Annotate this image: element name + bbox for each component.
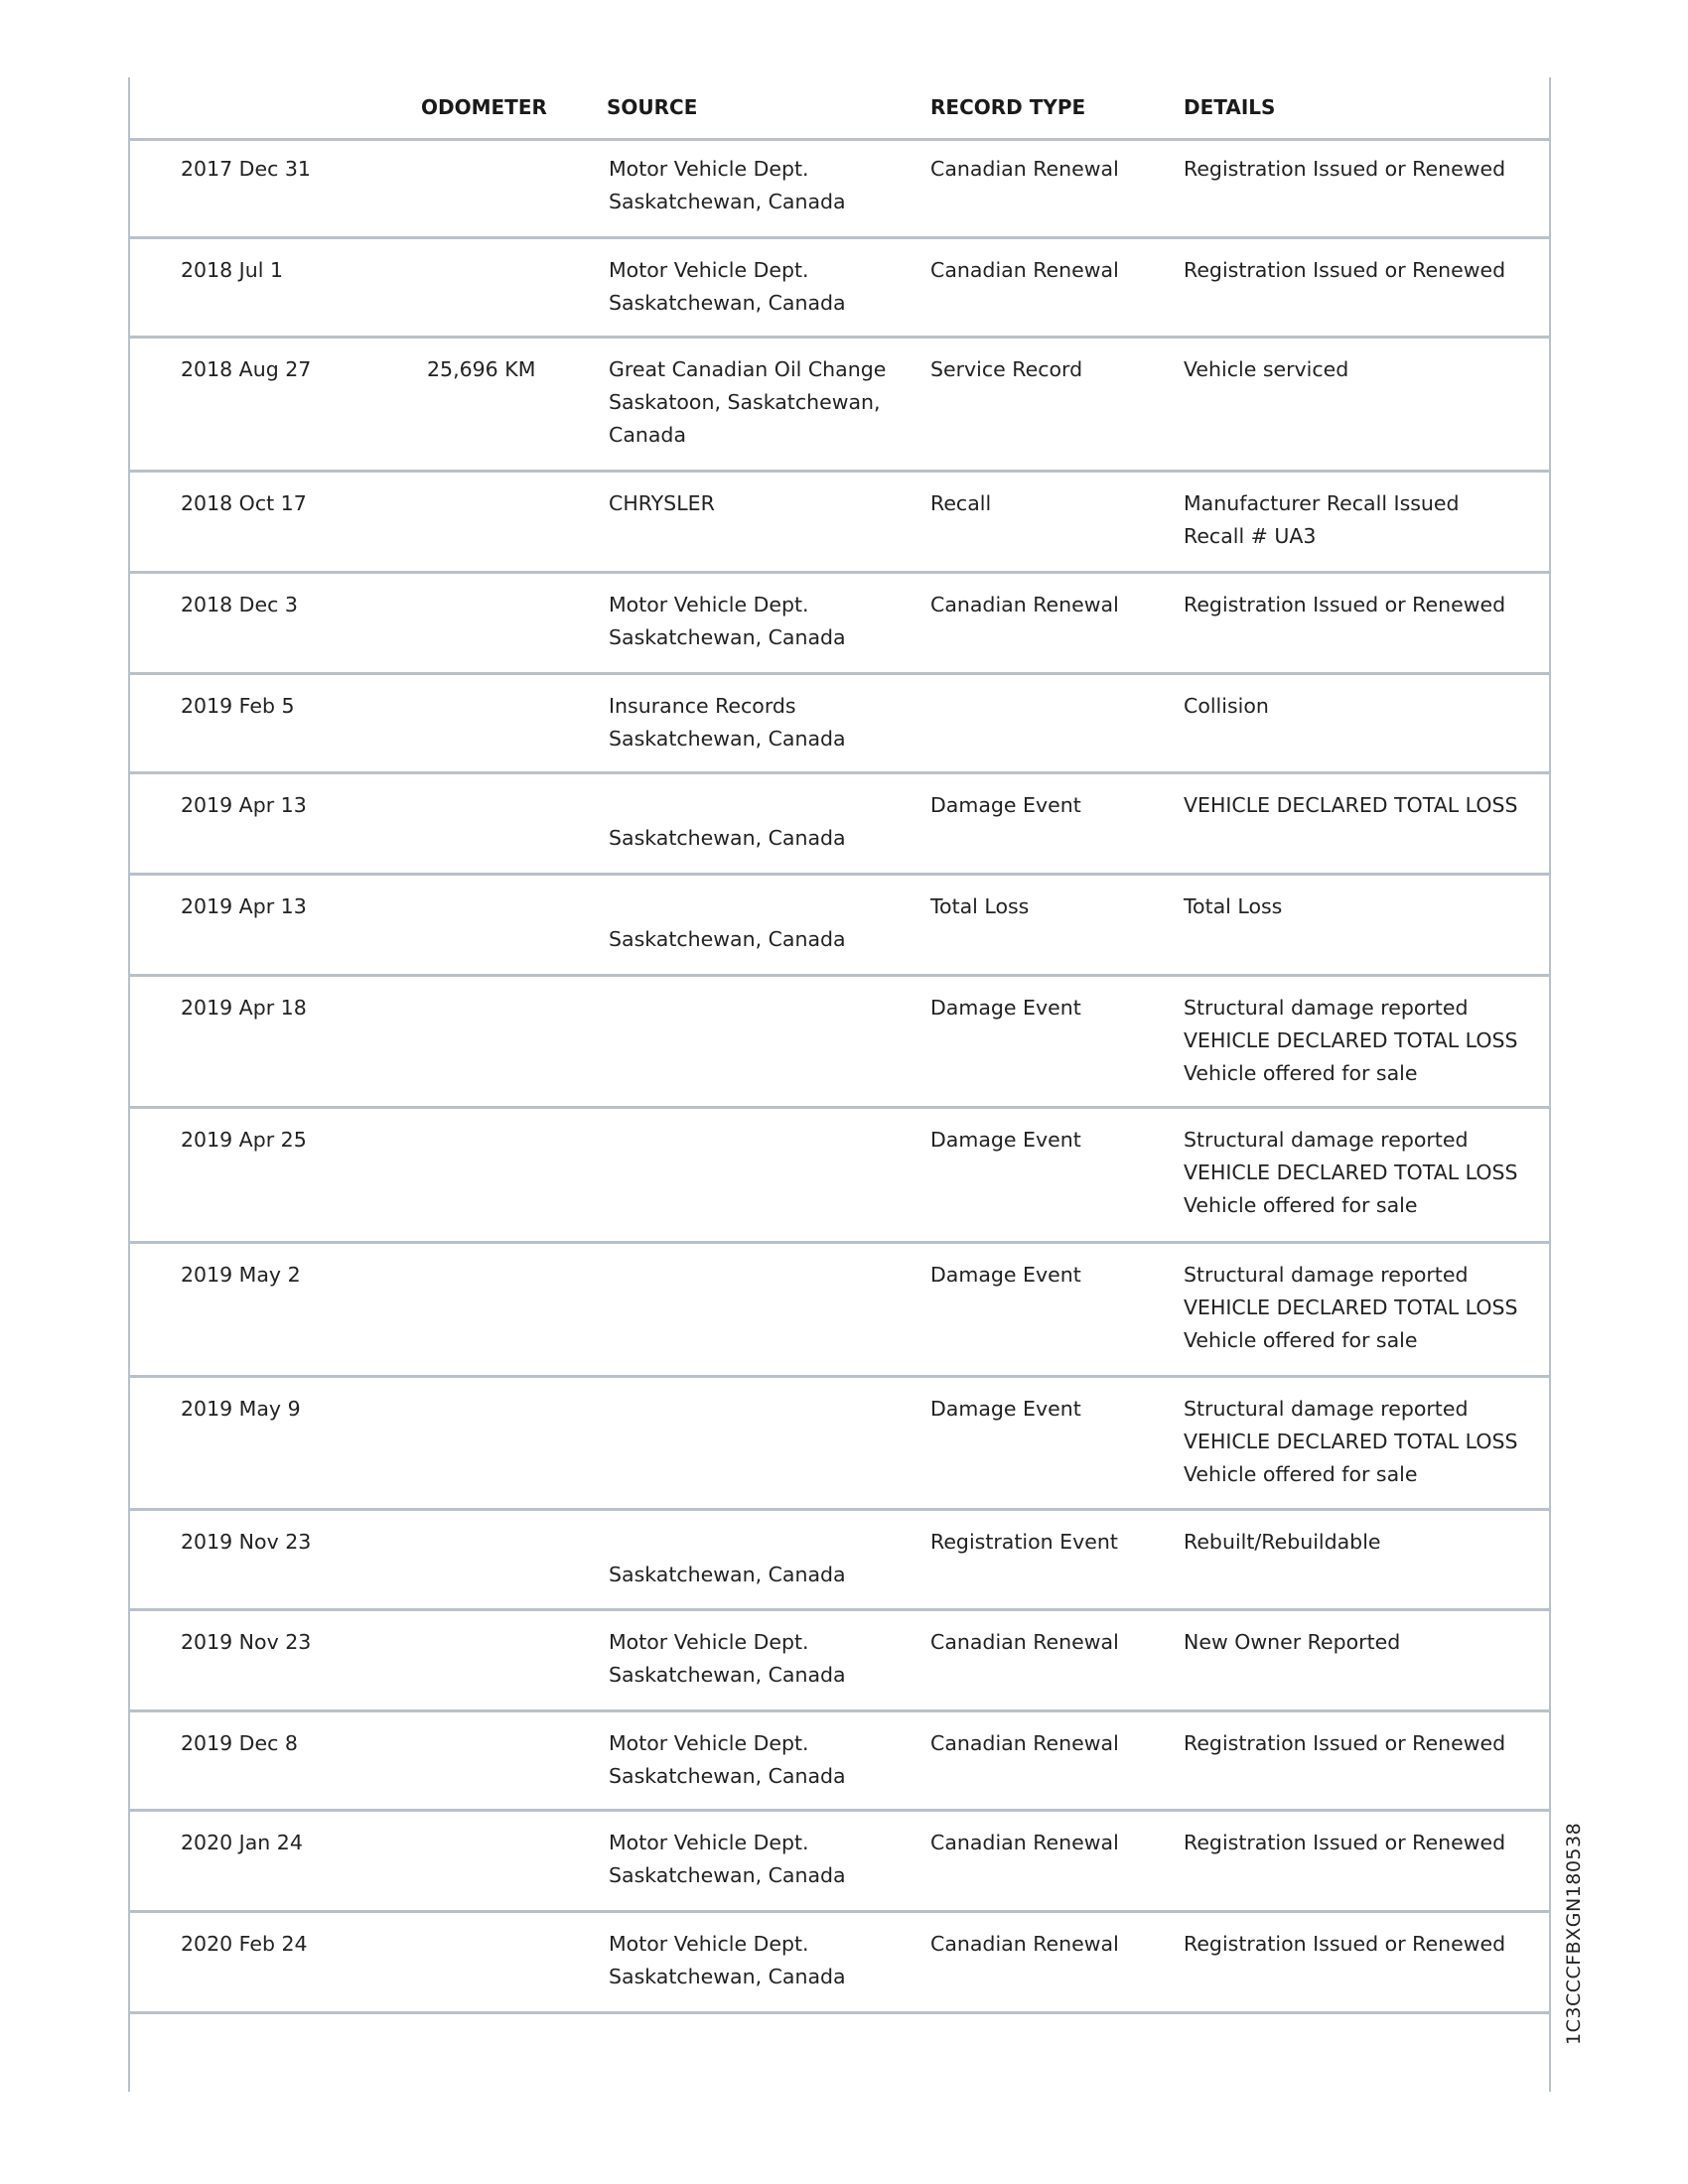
row-record-type: Recall	[930, 491, 992, 515]
source-line	[609, 789, 846, 822]
row-date: 2019 May 2	[181, 1263, 301, 1287]
source-line: Motor Vehicle Dept.	[609, 157, 809, 181]
source-line: Saskatchewan, Canada	[609, 190, 846, 213]
details-line: Recall # UA3	[1184, 524, 1317, 548]
table-row	[130, 1244, 1549, 1378]
row-date: 2020 Jan 24	[181, 1831, 303, 1854]
source-line: Canada	[609, 423, 687, 447]
row-details	[1184, 1124, 1518, 1222]
details-line: Vehicle offered for sale	[1184, 1061, 1418, 1085]
details-line: Rebuilt/Rebuildable	[1184, 1530, 1381, 1554]
row-date: 2018 Aug 27	[181, 357, 312, 381]
details-line: Vehicle offered for sale	[1184, 1193, 1418, 1217]
source-line: Saskatchewan, Canada	[609, 1863, 846, 1887]
row-record-type: Registration Event	[930, 1530, 1118, 1554]
source-line: Saskatchewan, Canada	[609, 727, 846, 751]
table-row	[130, 1511, 1549, 1611]
row-details	[1184, 789, 1518, 822]
details-line: VEHICLE DECLARED TOTAL LOSS	[1184, 1028, 1518, 1052]
row-record-type: Damage Event	[930, 1128, 1081, 1152]
row-record-type: Canadian Renewal	[930, 1932, 1119, 1956]
row-date: 2017 Dec 31	[181, 157, 311, 181]
row-details	[1184, 153, 1505, 186]
row-details	[1184, 1727, 1505, 1760]
table-row	[130, 1913, 1549, 2014]
details-line: Total Loss	[1184, 894, 1283, 918]
source-line: Motor Vehicle Dept.	[609, 1630, 809, 1654]
source-line: Saskatchewan, Canada	[609, 625, 846, 649]
row-record-type: Canadian Renewal	[930, 1731, 1119, 1755]
source-line: CHRYSLER	[609, 491, 715, 515]
row-date: 2019 Apr 13	[181, 793, 307, 817]
source-line: Saskatoon, Saskatchewan,	[609, 390, 881, 414]
row-date: 2018 Jul 1	[181, 258, 283, 282]
row-date: 2020 Feb 24	[181, 1932, 308, 1956]
row-odometer: 25,696 KM	[427, 357, 536, 381]
source-line	[609, 1526, 846, 1559]
row-source	[609, 589, 846, 654]
row-source	[609, 1727, 846, 1793]
source-line: Motor Vehicle Dept.	[609, 258, 809, 282]
header-record-type: RECORD TYPE	[930, 95, 1086, 119]
row-date: 2018 Oct 17	[181, 491, 307, 515]
row-details	[1184, 487, 1460, 553]
table-row	[130, 239, 1549, 339]
source-line: Motor Vehicle Dept.	[609, 1932, 809, 1956]
row-date: 2019 Feb 5	[181, 694, 295, 718]
row-source	[609, 1928, 846, 1993]
row-record-type: Damage Event	[930, 793, 1081, 817]
row-details	[1184, 992, 1518, 1090]
source-line: Saskatchewan, Canada	[609, 1563, 846, 1586]
row-source	[609, 153, 846, 218]
details-line: Vehicle serviced	[1184, 357, 1349, 381]
table-row	[130, 977, 1549, 1109]
details-line: VEHICLE DECLARED TOTAL LOSS	[1184, 1296, 1518, 1319]
row-record-type: Service Record	[930, 357, 1083, 381]
details-line: Manufacturer Recall Issued	[1184, 491, 1460, 515]
row-date: 2019 Dec 8	[181, 1731, 298, 1755]
source-line: Saskatchewan, Canada	[609, 1663, 846, 1687]
row-details	[1184, 254, 1505, 287]
row-source	[609, 487, 715, 520]
table-row	[130, 1712, 1549, 1812]
row-source	[609, 1626, 846, 1692]
source-line: Saskatchewan, Canada	[609, 826, 846, 850]
details-line: Registration Issued or Renewed	[1184, 593, 1506, 616]
row-record-type: Canadian Renewal	[930, 157, 1119, 181]
row-date: 2019 May 9	[181, 1397, 301, 1421]
row-details	[1184, 589, 1505, 621]
source-line: Saskatchewan, Canada	[609, 1764, 846, 1788]
row-record-type: Total Loss	[930, 894, 1030, 918]
row-date: 2018 Dec 3	[181, 593, 298, 616]
details-line: Structural damage reported	[1184, 1128, 1469, 1152]
row-record-type: Damage Event	[930, 996, 1081, 1020]
source-line: Saskatchewan, Canada	[609, 927, 846, 951]
row-details	[1184, 353, 1348, 386]
row-record-type: Damage Event	[930, 1397, 1081, 1421]
row-record-type: Canadian Renewal	[930, 593, 1119, 616]
details-line: Vehicle offered for sale	[1184, 1462, 1418, 1486]
row-record-type: Canadian Renewal	[930, 1630, 1119, 1654]
details-line: Registration Issued or Renewed	[1184, 1932, 1506, 1956]
row-details	[1184, 1393, 1518, 1491]
table-row	[130, 876, 1549, 977]
table-row	[130, 138, 1549, 239]
row-date: 2019 Nov 23	[181, 1530, 312, 1554]
vin-label: 1C3CCCFBXGN180538	[1563, 1822, 1585, 2045]
table-row	[130, 574, 1549, 675]
details-line: Collision	[1184, 694, 1269, 718]
details-line: Structural damage reported	[1184, 996, 1469, 1020]
table-row	[130, 339, 1549, 473]
row-source	[609, 254, 846, 320]
row-details	[1184, 890, 1282, 923]
table-row	[130, 1812, 1549, 1913]
row-details	[1184, 1928, 1505, 1961]
row-source	[609, 1526, 846, 1591]
table-row	[130, 473, 1549, 574]
details-line: Registration Issued or Renewed	[1184, 1831, 1506, 1854]
row-details	[1184, 690, 1269, 723]
details-line: New Owner Reported	[1184, 1630, 1401, 1654]
row-source	[609, 890, 846, 956]
details-line: Vehicle offered for sale	[1184, 1328, 1418, 1352]
table-row	[130, 1378, 1549, 1511]
header-odometer: ODOMETER	[421, 95, 547, 119]
row-source	[609, 1827, 846, 1892]
table-row	[130, 1611, 1549, 1712]
row-date: 2019 Apr 13	[181, 894, 307, 918]
row-source	[609, 690, 846, 755]
source-line: Motor Vehicle Dept.	[609, 1831, 809, 1854]
row-details	[1184, 1526, 1381, 1559]
details-line: Registration Issued or Renewed	[1184, 157, 1506, 181]
source-line	[609, 890, 846, 923]
row-details	[1184, 1259, 1518, 1357]
table-row	[130, 1109, 1549, 1244]
header-source: SOURCE	[607, 95, 698, 119]
header-details: DETAILS	[1184, 95, 1276, 119]
table-row	[130, 774, 1549, 876]
row-record-type: Canadian Renewal	[930, 1831, 1119, 1854]
details-line: VEHICLE DECLARED TOTAL LOSS	[1184, 1430, 1518, 1453]
details-line: VEHICLE DECLARED TOTAL LOSS	[1184, 793, 1518, 817]
row-record-type: Canadian Renewal	[930, 258, 1119, 282]
details-line: Structural damage reported	[1184, 1263, 1469, 1287]
source-line: Great Canadian Oil Change	[609, 357, 887, 381]
table-row	[130, 675, 1549, 774]
row-record-type: Damage Event	[930, 1263, 1081, 1287]
source-line: Saskatchewan, Canada	[609, 1965, 846, 1988]
row-date: 2019 Nov 23	[181, 1630, 312, 1654]
row-source	[609, 353, 886, 452]
row-date: 2019 Apr 18	[181, 996, 307, 1020]
details-line: Structural damage reported	[1184, 1397, 1469, 1421]
row-date: 2019 Apr 25	[181, 1128, 307, 1152]
source-line: Motor Vehicle Dept.	[609, 593, 809, 616]
details-line: VEHICLE DECLARED TOTAL LOSS	[1184, 1160, 1518, 1184]
source-line: Insurance Records	[609, 694, 796, 718]
details-line: Registration Issued or Renewed	[1184, 1731, 1506, 1755]
details-line: Registration Issued or Renewed	[1184, 258, 1506, 282]
table-header	[130, 77, 1549, 141]
row-details	[1184, 1827, 1505, 1859]
vehicle-history-table	[128, 77, 1551, 2092]
row-details	[1184, 1626, 1400, 1659]
source-line: Motor Vehicle Dept.	[609, 1731, 809, 1755]
row-source	[609, 789, 846, 855]
source-line: Saskatchewan, Canada	[609, 291, 846, 315]
